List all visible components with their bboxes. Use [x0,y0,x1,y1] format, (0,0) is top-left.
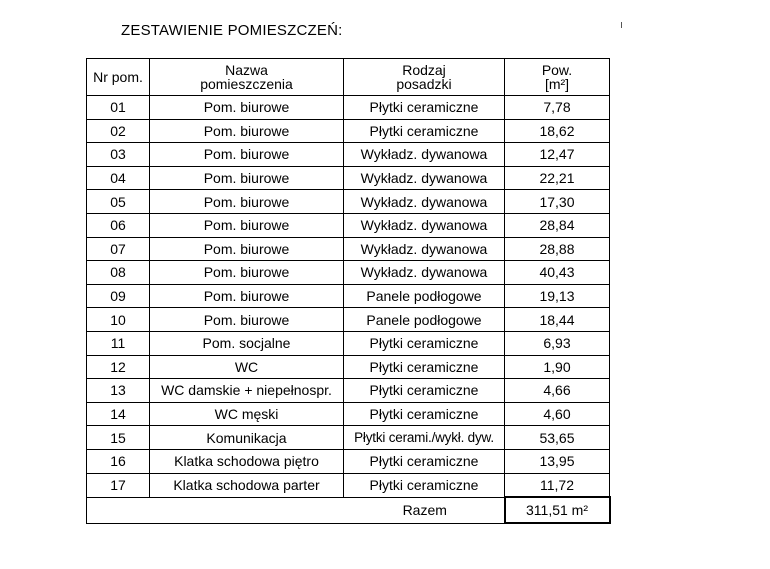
cell-area: 40,43 [505,261,610,285]
header-nr: Nr pom. [87,59,150,96]
header-area-line2: [m²] [544,76,570,92]
cell-name: Pom. biurowe [150,190,344,214]
cell-floor: Wykładz. dywanowa [344,213,505,237]
cell-nr: 07 [87,237,150,261]
cell-nr: 02 [87,119,150,143]
table-row [87,96,610,120]
rooms-table [86,58,611,524]
cell-name: Pom. biurowe [150,213,344,237]
cell-nr: 17 [87,473,150,497]
header-floor-line2: posadzki [396,76,452,92]
total-label-cell [87,497,505,523]
header-name-line2: pomieszczenia [200,76,293,92]
stray-mark [621,22,622,28]
table-row [87,213,610,237]
header-area [505,59,610,96]
cell-name: Pom. biurowe [150,261,344,285]
table-row [87,473,610,497]
cell-area: 28,84 [505,213,610,237]
total-label: Razem [402,502,447,519]
cell-name: Pom. biurowe [150,284,344,308]
cell-name: Klatka schodowa parter [150,473,344,497]
table-row [87,331,610,355]
cell-name: WC męski [150,402,344,426]
total-row [87,497,610,523]
header-name-line1: Nazwa [225,62,268,78]
cell-nr: 10 [87,308,150,332]
cell-nr: 08 [87,261,150,285]
table-row [87,379,610,403]
cell-area: 18,44 [505,308,610,332]
cell-floor: Panele podłogowe [344,308,505,332]
cell-floor: Wykładz. dywanowa [344,190,505,214]
header-floor [344,59,505,96]
cell-floor: Płytki ceramiczne [344,331,505,355]
cell-area: 17,30 [505,190,610,214]
cell-nr: 06 [87,213,150,237]
cell-area: 1,90 [505,355,610,379]
cell-area: 19,13 [505,284,610,308]
cell-area: 6,93 [505,331,610,355]
cell-area: 11,72 [505,473,610,497]
table-row [87,426,610,450]
cell-area: 22,21 [505,166,610,190]
cell-floor: Wykładz. dywanowa [344,143,505,167]
cell-floor: Wykładz. dywanowa [344,237,505,261]
cell-nr: 15 [87,426,150,450]
cell-nr: 11 [87,331,150,355]
cell-nr: 12 [87,355,150,379]
cell-name: Pom. biurowe [150,143,344,167]
header-floor-line1: Rodzaj [402,62,446,78]
cell-nr: 01 [87,96,150,120]
cell-nr: 14 [87,402,150,426]
cell-nr: 03 [87,143,150,167]
cell-floor: Płytki ceramiczne [344,379,505,403]
table-row [87,190,610,214]
table-row [87,143,610,167]
table-row [87,308,610,332]
table-row [87,402,610,426]
cell-name: Pom. biurowe [150,237,344,261]
cell-nr: 04 [87,166,150,190]
cell-name: Pom. biurowe [150,166,344,190]
cell-name: Komunikacja [150,426,344,450]
cell-area: 53,65 [505,426,610,450]
table-row [87,166,610,190]
table-header-row [87,59,610,96]
cell-floor: Wykładz. dywanowa [344,166,505,190]
table-row [87,355,610,379]
cell-floor: Płytki ceramiczne [344,449,505,473]
cell-floor: Panele podłogowe [344,284,505,308]
cell-nr: 16 [87,449,150,473]
header-area-line1: Pow. [541,62,573,78]
table-row [87,449,610,473]
cell-nr: 05 [87,190,150,214]
cell-nr: 09 [87,284,150,308]
cell-name: Klatka schodowa piętro [150,449,344,473]
cell-name: Pom. socjalne [150,331,344,355]
cell-name: Pom. biurowe [150,308,344,332]
cell-name: Pom. biurowe [150,96,344,120]
cell-name: Pom. biurowe [150,119,344,143]
cell-floor: Wykładz. dywanowa [344,261,505,285]
cell-area: 13,95 [505,449,610,473]
cell-floor: Płytki ceramiczne [344,96,505,120]
cell-floor: Płytki ceramiczne [344,119,505,143]
cell-floor: Płytki ceramiczne [344,402,505,426]
cell-area: 12,47 [505,143,610,167]
cell-name: WC [150,355,344,379]
cell-area: 28,88 [505,237,610,261]
cell-name: WC damskie + niepełnospr. [150,379,344,403]
table-row [87,261,610,285]
table-row [87,237,610,261]
cell-area: 4,60 [505,402,610,426]
header-name [150,59,344,96]
cell-area: 18,62 [505,119,610,143]
total-value: 311,51 m² [505,497,610,523]
cell-nr: 13 [87,379,150,403]
document-title: ZESTAWIENIE POMIESZCZEŃ: [121,22,343,39]
cell-floor: Płytki cerami./wykł. dyw. [344,426,505,450]
cell-floor: Płytki ceramiczne [344,355,505,379]
cell-area: 7,78 [505,96,610,120]
table-row [87,119,610,143]
cell-floor: Płytki ceramiczne [344,473,505,497]
cell-area: 4,66 [505,379,610,403]
table-row [87,284,610,308]
